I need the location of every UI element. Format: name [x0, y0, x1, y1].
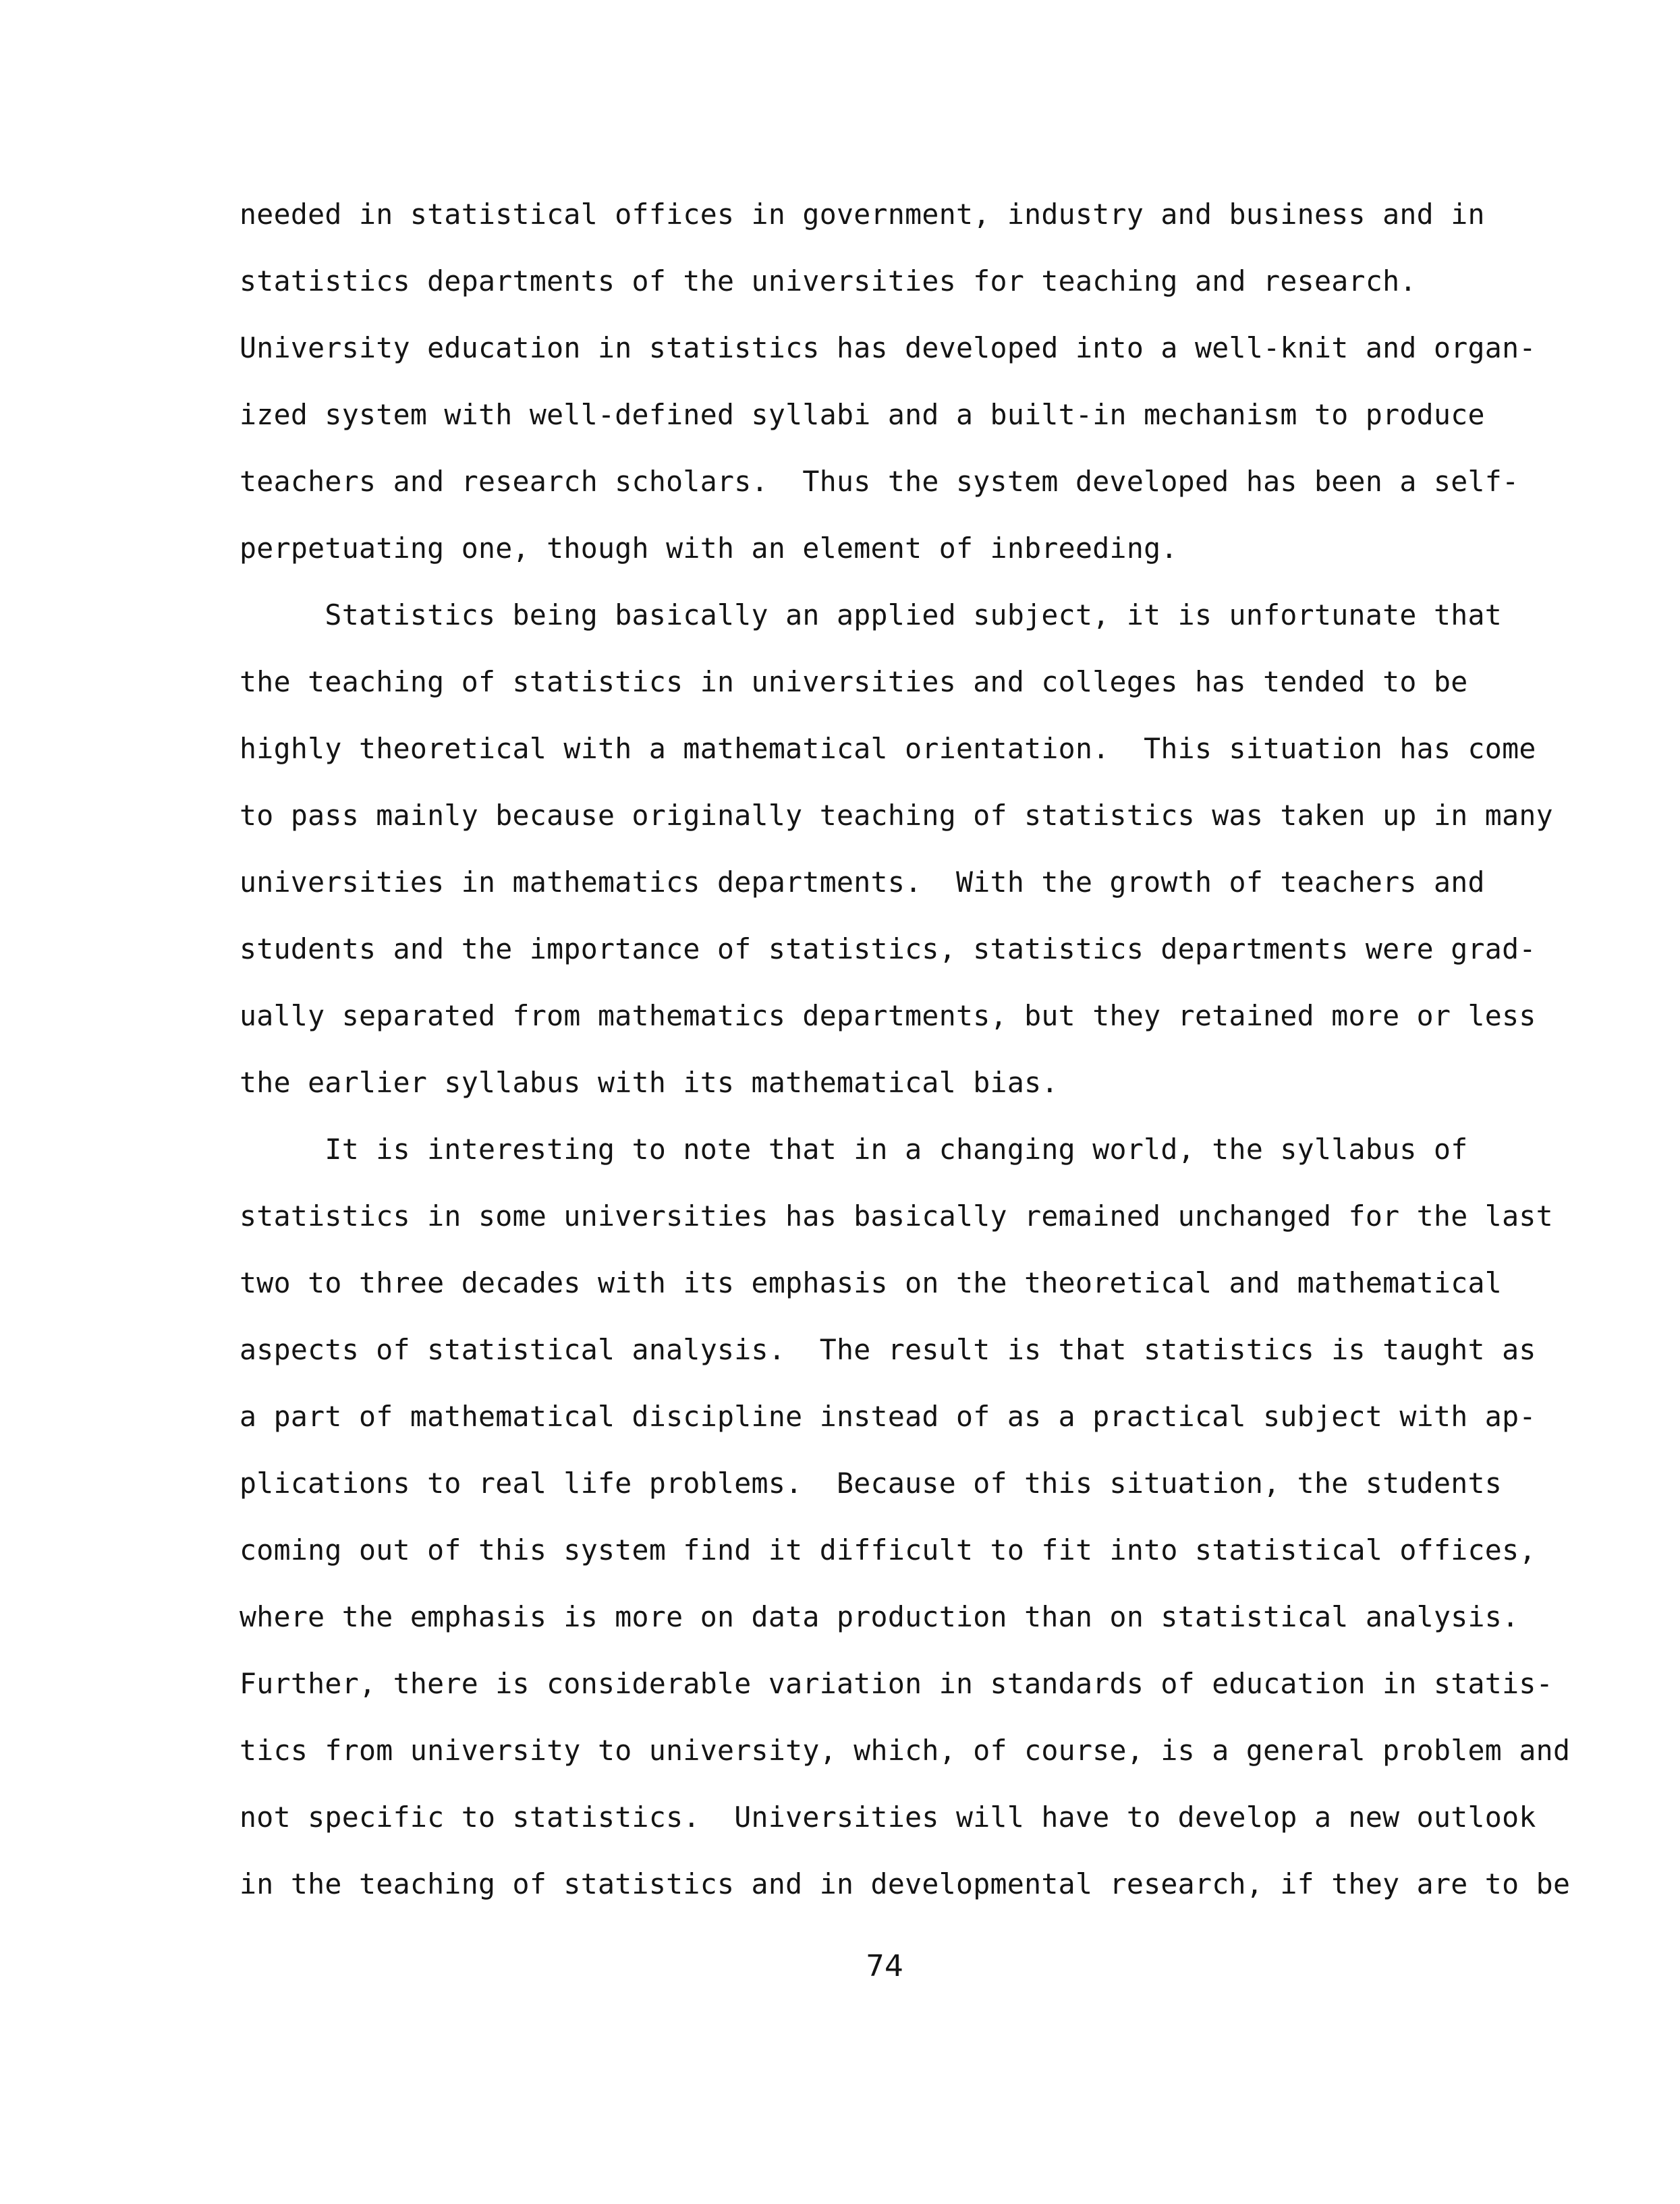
text-line: Statistics being basically an applied subject, it is unfortunate that — [240, 598, 1503, 631]
text-line: plications to real life problems. Because of this situation, the students — [240, 1467, 1503, 1500]
text-line: two to three decades with its emphasis on the theoretical and mathematical — [240, 1266, 1503, 1299]
text-line: University education in statistics has developed into a well-knit and organ- — [240, 331, 1536, 364]
text-line: perpetuating one, though with an element of inbreeding. — [240, 532, 1178, 565]
text-line: teachers and research scholars. Thus the system developed has been a self- — [240, 465, 1519, 498]
text-line: It is interesting to note that in a changing world, the syllabus of — [240, 1133, 1468, 1166]
text-line: students and the importance of statistics, statistics departments were grad- — [240, 932, 1536, 965]
text-line: coming out of this system find it difficult to fit into statistical offices, — [240, 1533, 1536, 1566]
text-line: highly theoretical with a mathematical orientation. This situation has come — [240, 732, 1536, 765]
text-line: the earlier syllabus with its mathematical bias. — [240, 1066, 1059, 1099]
text-line: to pass mainly because originally teaching of statistics was taken up in many — [240, 799, 1553, 832]
text-line: the teaching of statistics in universities and colleges has tended to be — [240, 665, 1468, 698]
text-line: universities in mathematics departments. With the growth of teachers and — [240, 866, 1485, 899]
text-line: in the teaching of statistics and in developmental research, if they are to be — [240, 1867, 1571, 1900]
text-line: tics from university to university, which, of course, is a general problem and — [240, 1734, 1571, 1767]
text-line: statistics departments of the universities for teaching and research. — [240, 264, 1417, 298]
text-line: ized system with well-defined syllabi and a built-in mechanism to produce — [240, 398, 1485, 431]
text-line: Further, there is considerable variation in standards of education in statis- — [240, 1667, 1553, 1700]
text-line: ually separated from mathematics departments, but they retained more or less — [240, 999, 1536, 1032]
text-line: where the emphasis is more on data production than on statistical analysis. — [240, 1600, 1519, 1633]
page-number: 74 — [866, 1949, 903, 1983]
text-line: a part of mathematical discipline instead of as a practical subject with ap- — [240, 1400, 1536, 1433]
body-text — [240, 181, 1571, 1917]
text-line: needed in statistical offices in government, industry and business and in — [240, 198, 1485, 231]
text-line: aspects of statistical analysis. The result is that statistics is taught as — [240, 1333, 1536, 1366]
text-line: statistics in some universities has basically remained unchanged for the last — [240, 1199, 1553, 1233]
text-line: not specific to statistics. Universities will have to develop a new outlook — [240, 1801, 1536, 1834]
